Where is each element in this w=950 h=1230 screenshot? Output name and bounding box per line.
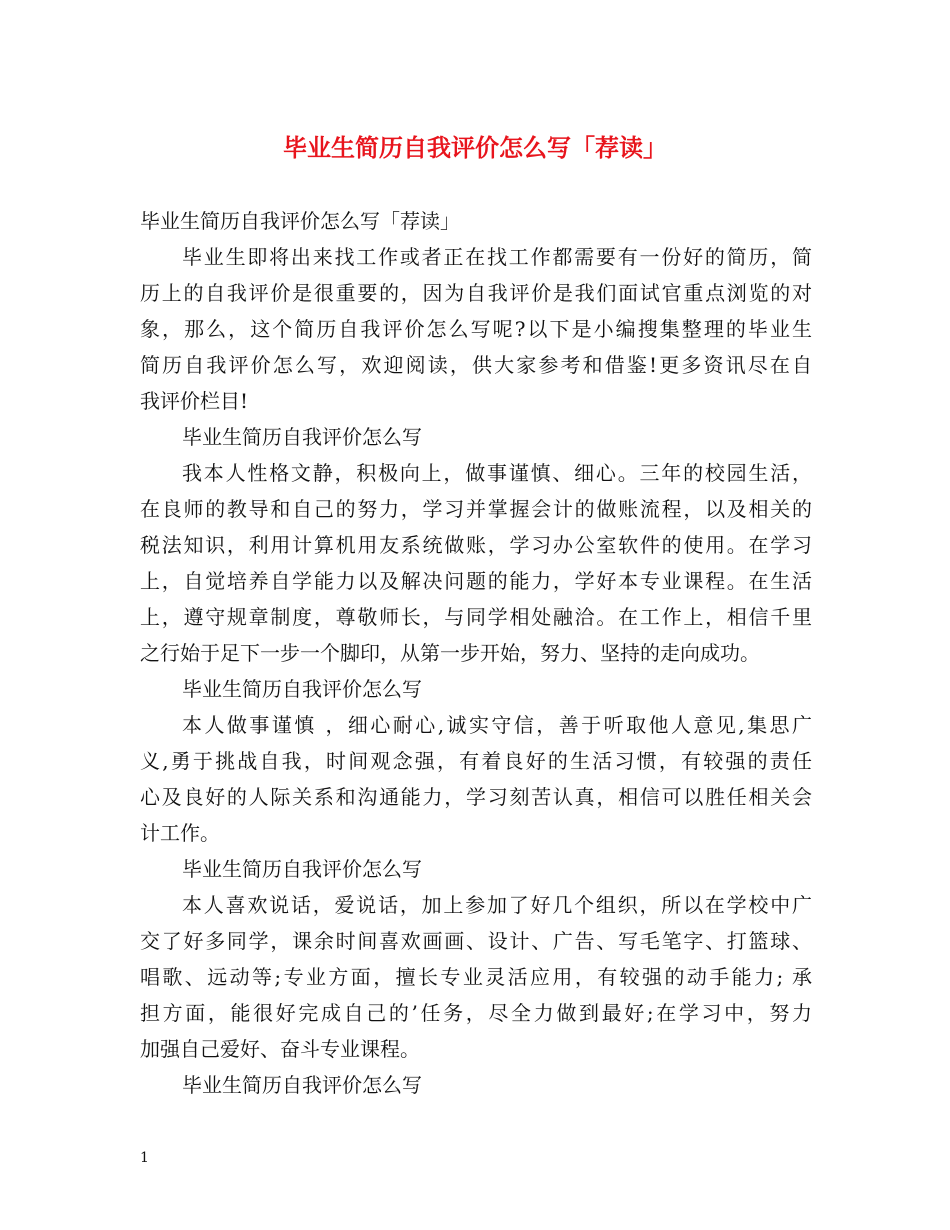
document-title: 毕业生简历自我评价怎么写「荐读」 <box>283 133 667 162</box>
section-heading: 毕业生简历自我评价怎么写 <box>182 857 422 881</box>
paragraph-line: 加强自己爱好、奋斗专业课程。 <box>140 1037 420 1061</box>
paragraph-line: 义,勇于挑战自我，时间观念强，有着良好的生活习惯，有较强的责任 <box>140 749 812 773</box>
paragraph-line: 我评价栏目! <box>140 389 249 413</box>
paragraph-line: 上，自觉培养自学能力以及解决问题的能力，学好本专业课程。在生活 <box>140 569 812 593</box>
section-heading: 毕业生简历自我评价怎么写 <box>182 1073 422 1097</box>
subtitle-line: 毕业生简历自我评价怎么写「荐读」 <box>140 209 460 233</box>
page-number: 1 <box>140 1150 149 1166</box>
paragraph-line: 在良师的教导和自己的努力，学习并掌握会计的做账流程，以及相关的 <box>140 497 812 521</box>
paragraph-line: 本人喜欢说话，爱说话，加上参加了好几个组织，所以在学校中广 <box>182 893 812 917</box>
paragraph-line: 唱歌、远动等;专业方面，擅长专业灵活应用，有较强的动手能力; 承 <box>140 965 812 989</box>
paragraph-line: 上，遵守规章制度，尊敬师长，与同学相处融洽。在工作上，相信千里 <box>140 605 812 629</box>
paragraph-line: 我本人性格文静，积极向上，做事谨慎、细心。三年的校园生活， <box>182 461 812 485</box>
paragraph-line: 毕业生即将出来找工作或者正在找工作都需要有一份好的简历，简 <box>182 245 812 269</box>
paragraph-line: 担方面，能很好完成自己的’任务，尽全力做到最好;在学习中，努力 <box>140 1001 812 1025</box>
section-heading: 毕业生简历自我评价怎么写 <box>182 425 422 449</box>
section-heading: 毕业生简历自我评价怎么写 <box>182 677 422 701</box>
paragraph-line: 本人做事谨慎 ，细心耐心,诚实守信，善于听取他人意见,集思广 <box>182 713 812 737</box>
paragraph-line: 历上的自我评价是很重要的，因为自我评价是我们面试官重点浏览的对 <box>140 281 812 305</box>
paragraph-line: 象，那么，这个简历自我评价怎么写呢?以下是小编搜集整理的毕业生 <box>140 317 812 341</box>
document-body <box>140 203 812 1103</box>
paragraph-line: 之行始于足下一步一个脚印，从第一步开始，努力、坚持的走向成功。 <box>140 641 760 665</box>
paragraph-line: 税法知识，利用计算机用友系统做账，学习办公室软件的使用。在学习 <box>140 533 812 557</box>
paragraph-line: 交了好多同学，课余时间喜欢画画、设计、广告、写毛笔字、打篮球、 <box>140 929 812 953</box>
paragraph-line: 简历自我评价怎么写，欢迎阅读，供大家参考和借鉴!更多资讯尽在自 <box>140 353 812 377</box>
paragraph-line: 计工作。 <box>140 821 220 845</box>
paragraph-line: 心及良好的人际关系和沟通能力，学习刻苦认真，相信可以胜任相关会 <box>140 785 812 809</box>
